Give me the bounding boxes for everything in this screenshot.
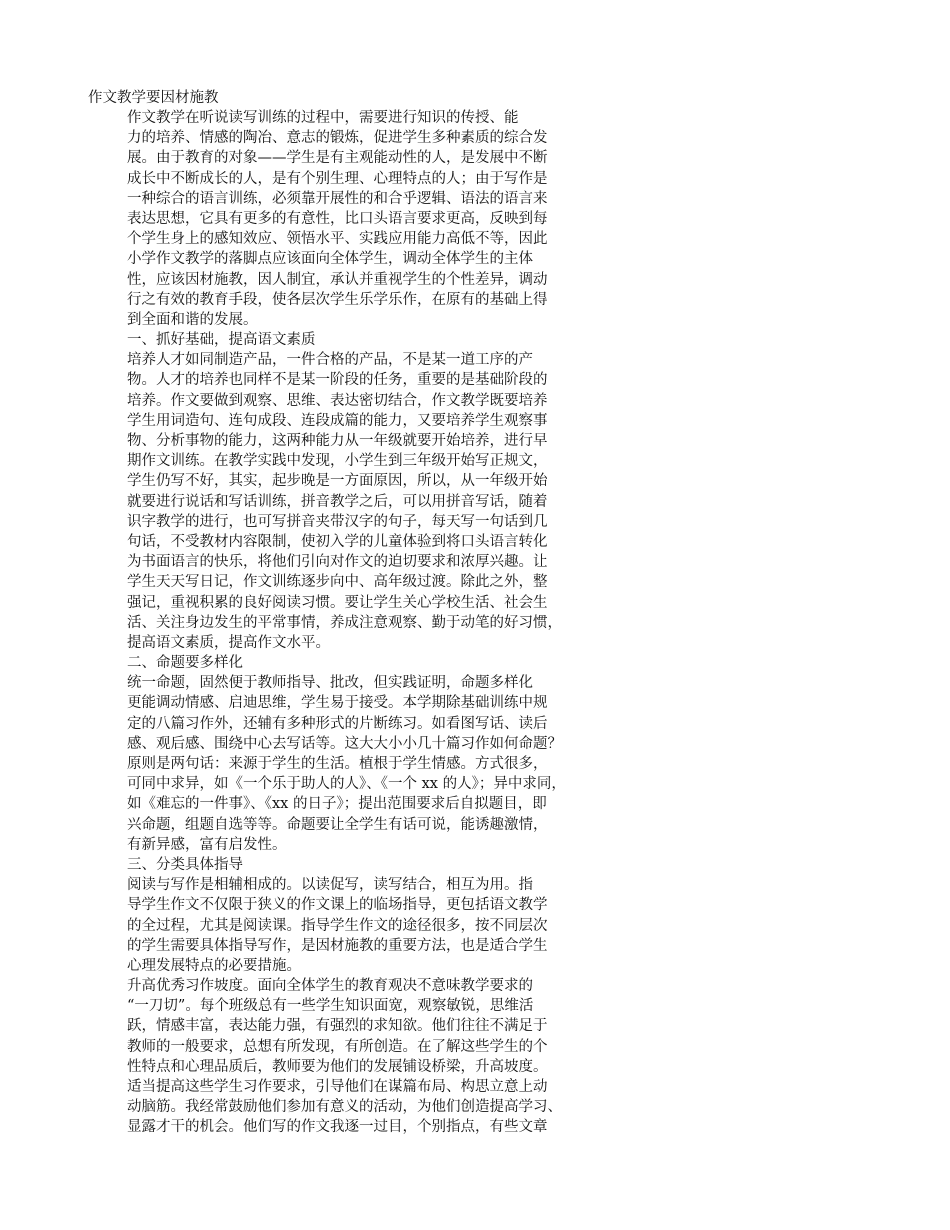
text-line: 感、观后感、围绕中心去写话等。这大大小小几十篇习作如何命题？ bbox=[127, 735, 562, 752]
text-line: 的学生需要具体指导写作，是因材施教的重要方法，也是适合学生 bbox=[127, 937, 548, 954]
text-line: 个学生身上的感知效应、领悟水平、实践应用能力高低不等，因此 bbox=[127, 231, 548, 248]
text-line: 为书面语言的快乐，将他们引向对作文的迫切要求和浓厚兴趣。让 bbox=[127, 554, 548, 571]
text-line: 性特点和心理品质后，教师要为他们的发展铺设桥梁，升高坡度。 bbox=[127, 1058, 548, 1075]
text-line: 力的培养、情感的陶冶、意志的锻炼，促进学生多种素质的综合发 bbox=[127, 130, 548, 147]
text-line: 物。人才的培养也同样不是某一阶段的任务，重要的是基础阶段的 bbox=[127, 372, 548, 389]
text-line: 小学作文教学的落脚点应该面向全体学生，调动全体学生的主体 bbox=[127, 251, 533, 268]
text-line: 培养人才如同制造产品，一件合格的产品，不是某一道工序的产 bbox=[127, 352, 533, 369]
text-line: 跃，情感丰富，表达能力强，有强烈的求知欲。他们往往不满足于 bbox=[127, 1018, 548, 1035]
document-body bbox=[127, 108, 617, 1138]
text-line: 培养。作文要做到观察、思维、表达密切结合，作文教学既要培养 bbox=[127, 392, 548, 409]
text-line: 阅读与写作是相辅相成的。以读促写，读写结合，相互为用。指 bbox=[127, 877, 533, 894]
text-line: 动脑筋。我经常鼓励他们参加有意义的活动，为他们创造提高学习、 bbox=[127, 1099, 562, 1116]
text-line: 展。由于教育的对象——学生是有主观能动性的人，是发展中不断 bbox=[127, 150, 548, 167]
text-line: 教师的一般要求，总想有所发现，有所创造。在了解这些学生的个 bbox=[127, 1038, 548, 1055]
text-line: 升高优秀习作坡度。面向全体学生的教育观决不意味教学要求的 bbox=[127, 978, 533, 995]
text-line: 期作文训练。在教学实践中发现，小学生到三年级开始写正规文， bbox=[127, 453, 548, 470]
text-line: “一刀切”。每个班级总有一些学生知识面宽，观察敏锐，思维活 bbox=[127, 998, 534, 1015]
text-line: 到全面和谐的发展。 bbox=[127, 311, 258, 328]
text-line: 显露才干的机会。他们写的作文我逐一过目，个别指点，有些文章 bbox=[127, 1119, 548, 1136]
text-line: 强记，重视积累的良好阅读习惯。要让学生关心学校生活、社会生 bbox=[127, 594, 548, 611]
text-line: 识字教学的进行，也可写拼音夹带汉字的句子，每天写一句话到几 bbox=[127, 513, 548, 530]
text-line: 学生仍写不好，其实，起步晚是一方面原因，所以，从一年级开始 bbox=[127, 473, 548, 490]
text-line: 统一命题，固然便于教师指导、批改，但实践证明，命题多样化 bbox=[127, 675, 533, 692]
text-line: 性，应该因材施教，因人制宜，承认并重视学生的个性差异，调动 bbox=[127, 271, 548, 288]
text-line: 提高语文素质，提高作文水平。 bbox=[127, 634, 330, 651]
text-line: 三、分类具体指导 bbox=[127, 856, 243, 873]
text-line: 更能调动情感、启迪思维，学生易于接受。本学期除基础训练中规 bbox=[127, 695, 548, 712]
text-line: 二、命题要多样化 bbox=[127, 655, 243, 672]
text-line: 定的八篇习作外，还辅有多种形式的片断练习。如看图写话、读后 bbox=[127, 715, 548, 732]
text-line: 如《难忘的一件事》、《xx 的日子》；提出范围要求后自拟题目，即 bbox=[127, 796, 547, 813]
text-line: 的全过程，尤其是阅读课。指导学生作文的途径很多，按不同层次 bbox=[127, 917, 548, 934]
text-line: 活、关注身边发生的平常事情，养成注意观察、勤于动笔的好习惯， bbox=[127, 614, 562, 631]
text-line: 成长中不断成长的人，是有个别生理、心理特点的人；由于写作是 bbox=[127, 170, 548, 187]
text-line: 导学生作文不仅限于狭义的作文课上的临场指导，更包括语文教学 bbox=[127, 897, 548, 914]
text-line: 就要进行说话和写话训练，拼音教学之后，可以用拼音写话，随着 bbox=[127, 493, 548, 510]
text-line: 适当提高这些学生习作要求，引导他们在谋篇布局、构思立意上动 bbox=[127, 1079, 548, 1095]
document-title: 作文教学要因材施教 bbox=[88, 90, 219, 106]
text-line: 学生天天写日记，作文训练逐步向中、高年级过渡。除此之外，整 bbox=[127, 574, 548, 591]
text-line: 句话，不受教材内容限制，使初入学的儿童体验到将口头语言转化 bbox=[127, 533, 548, 550]
text-line: 学生用词造句、连句成段、连段成篇的能力，又要培养学生观察事 bbox=[127, 412, 548, 429]
text-line: 原则是两句话：来源于学生的生活。植根于学生情感。方式很多， bbox=[127, 756, 548, 772]
text-line: 物、分析事物的能力，这两种能力从一年级就要开始培养，进行早 bbox=[127, 433, 548, 449]
text-line: 行之有效的教育手段，使各层次学生乐学乐作，在原有的基础上得 bbox=[127, 291, 548, 308]
text-line: 表达思想，它具有更多的有意性，比口头语言要求更高，反映到每 bbox=[127, 210, 548, 227]
text-line: 有新异感，富有启发性。 bbox=[127, 836, 287, 853]
text-line: 心理发展特点的必要措施。 bbox=[127, 957, 301, 974]
text-line: 一、抓好基础，提高语文素质 bbox=[127, 332, 316, 349]
text-line: 可同中求异，如《一个乐于助人的人》、《一个 xx 的人》；异中求同， bbox=[127, 776, 566, 793]
text-line: 一种综合的语言训练，必须靠开展性的和合乎逻辑、语法的语言来 bbox=[127, 190, 548, 207]
text-line: 作文教学在听说读写训练的过程中，需要进行知识的传授、能 bbox=[127, 110, 519, 126]
text-line: 兴命题，组题自选等等。命题要让全学生有话可说，能诱趣激情， bbox=[127, 816, 548, 833]
